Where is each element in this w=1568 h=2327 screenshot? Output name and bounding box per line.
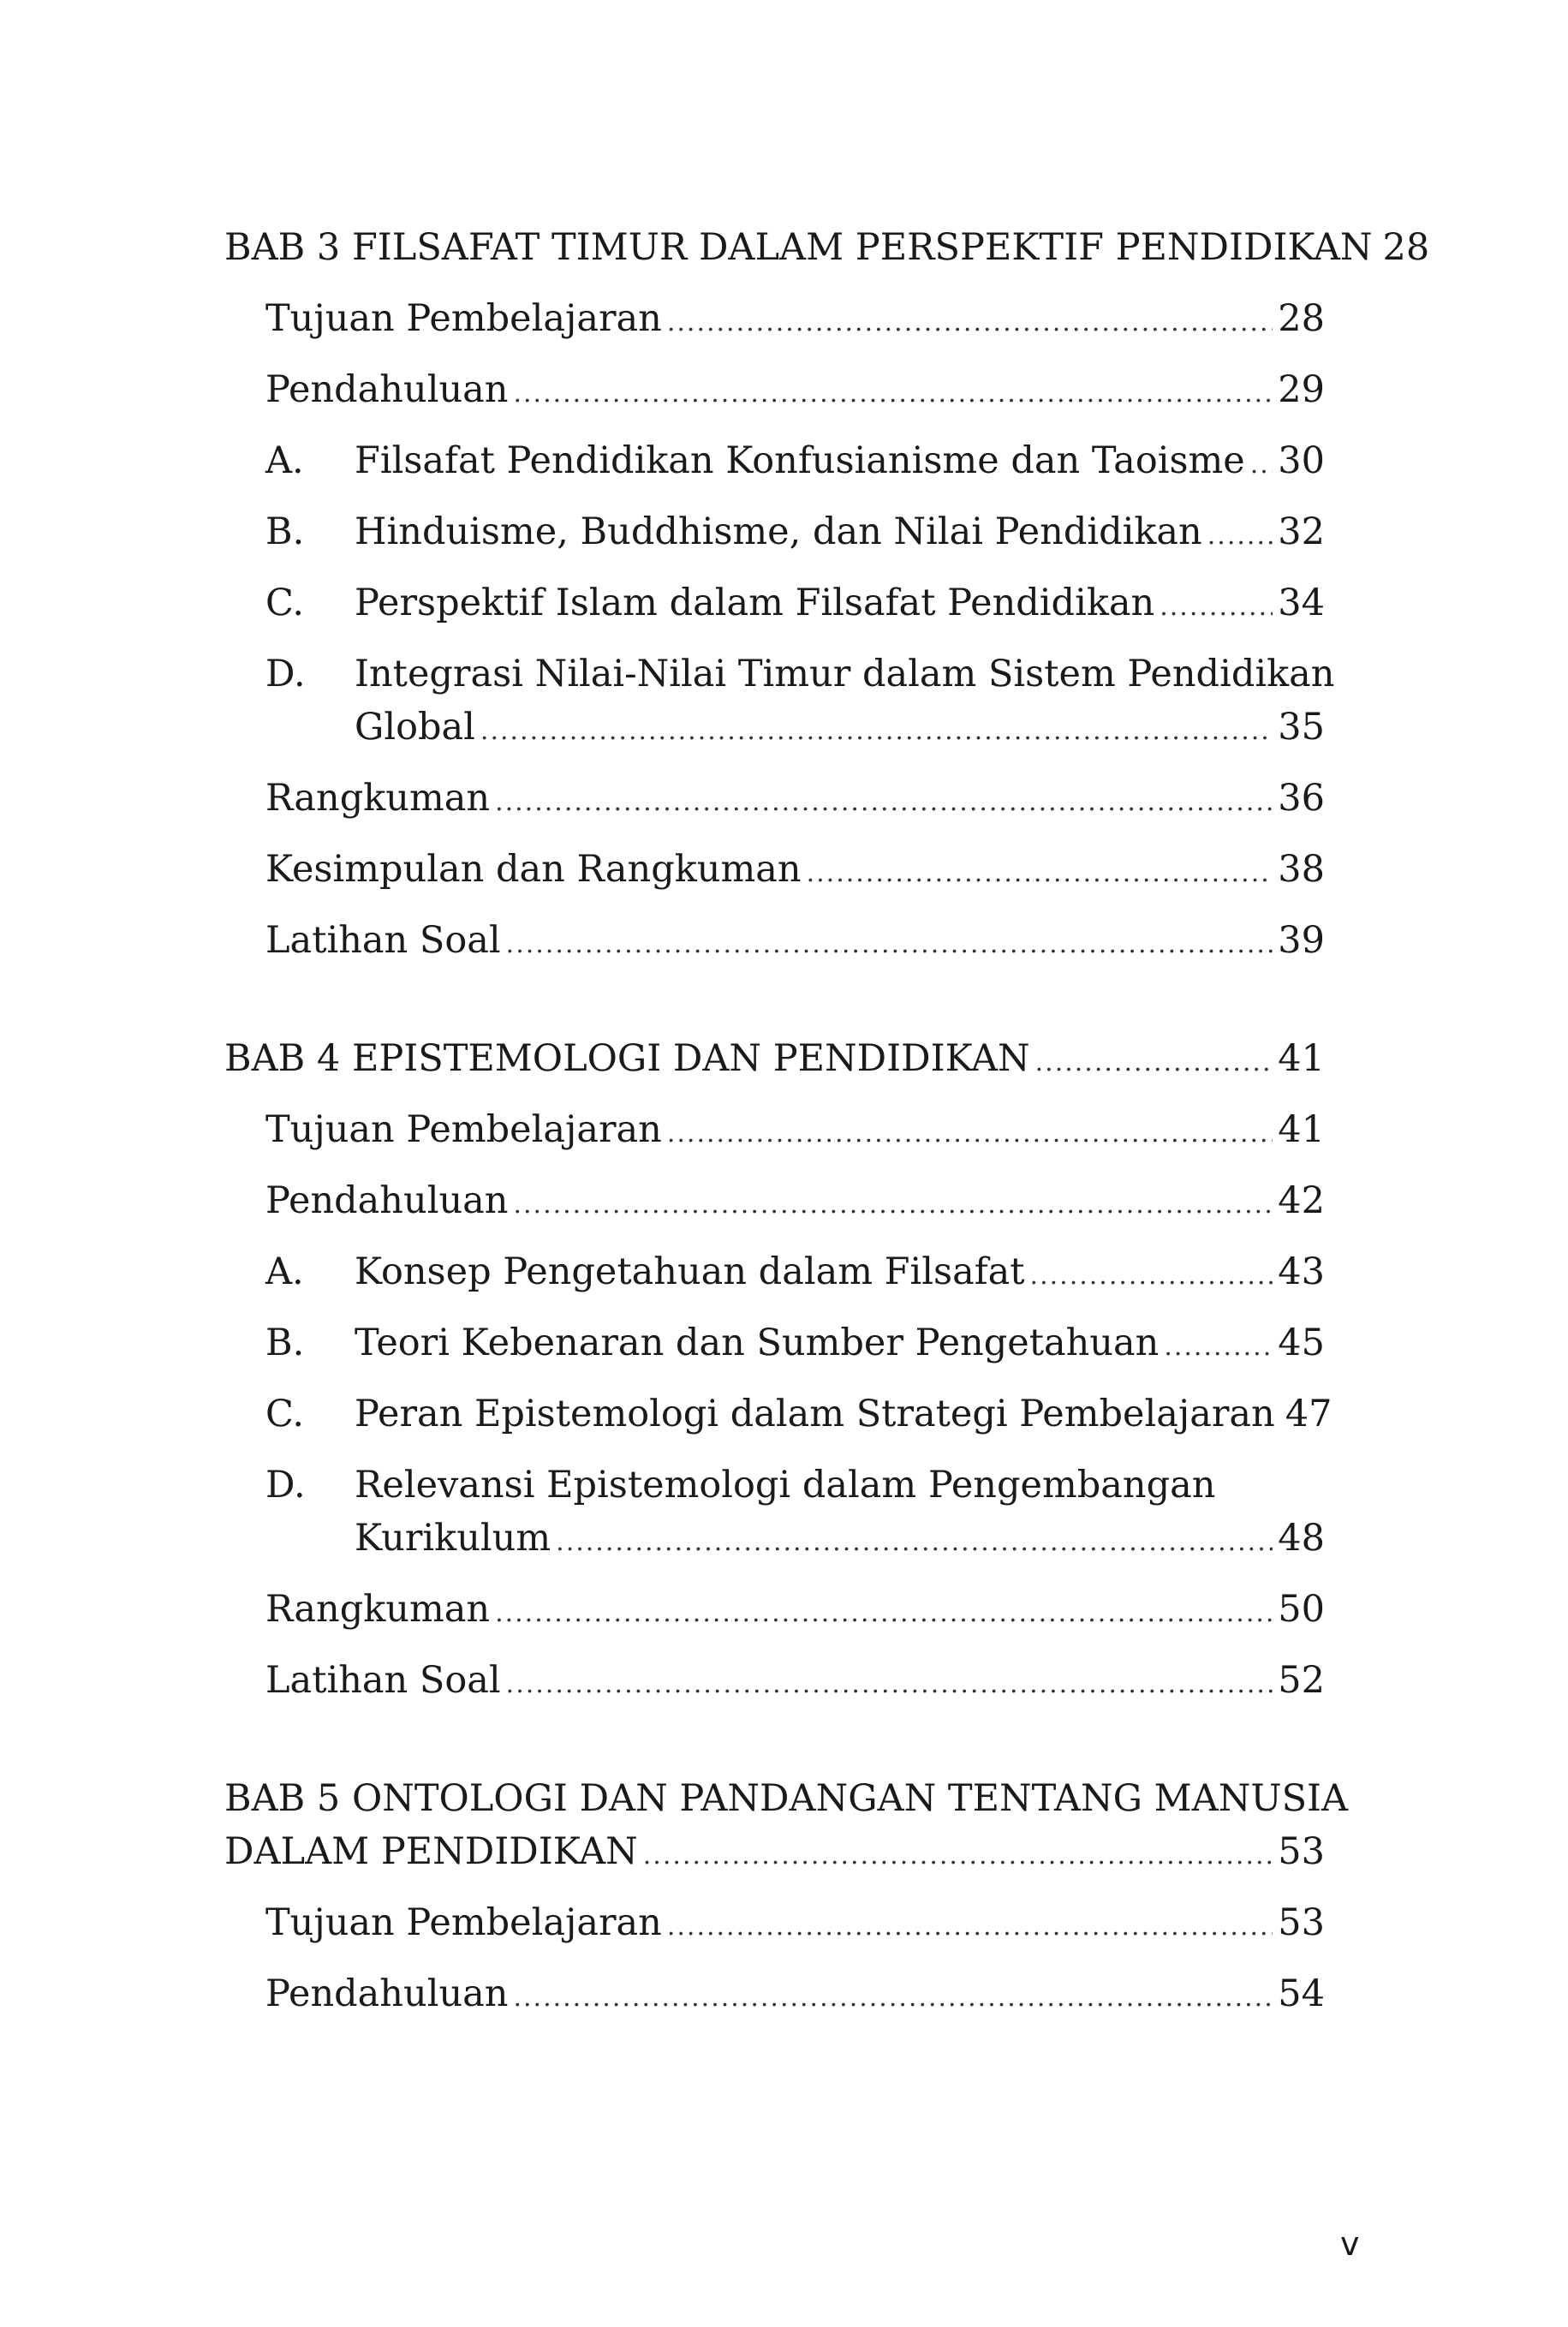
page-number: 41 [1278,1108,1325,1151]
dot-leader [667,1900,1273,1954]
entry-title: Rangkuman [265,1588,491,1631]
entry-letter: C. [265,582,305,624]
page-number: 45 [1278,1322,1325,1364]
dot-leader [480,705,1273,758]
dot-leader [667,1107,1273,1161]
dot-leader [513,367,1273,421]
chapter-5 [224,1772,1349,2020]
toc-entry-multiline[interactable] [224,1459,1325,1565]
entry-title: Latihan Soal [265,1659,501,1702]
toc-entry[interactable] [224,1654,1325,1707]
entry-letter: B. [265,510,305,553]
entry-title: Rangkuman [265,777,491,820]
entry-title-line2: Kurikulum [355,1517,551,1560]
page-number: 43 [1278,1250,1325,1293]
table-of-contents [224,221,1430,2085]
dot-leader [807,847,1273,900]
page-number: 35 [1278,706,1325,749]
entry-title: Latihan Soal [265,919,501,962]
entry-title: Tujuan Pembelajaran [265,297,662,340]
dot-leader [506,918,1273,971]
page-number: 28 [1278,297,1325,340]
dot-leader [1160,581,1273,634]
page-number: 42 [1278,1179,1325,1222]
dot-leader [495,776,1273,829]
entry-letter: C. [265,1393,305,1435]
entry-title: Pendahuluan [265,1179,509,1222]
chapter-heading[interactable] [224,221,1430,274]
entry-title: Tujuan Pembelajaran [265,1901,662,1944]
entry-title: Perspektif Islam dalam Filsafat Pendidikan [355,582,1155,624]
page-number: 50 [1278,1588,1325,1631]
entry-letter: A. [265,439,304,482]
entry-letter: B. [265,1322,305,1364]
toc-entry[interactable] [224,505,1325,558]
page-number: 30 [1278,439,1325,482]
dot-leader [495,1587,1273,1640]
chapter-4 [224,1032,1333,1707]
page-number: 36 [1278,777,1325,820]
dot-leader [667,296,1273,349]
entry-title: Pendahuluan [265,1972,509,2015]
dot-leader [513,1972,1273,2025]
page-number: 38 [1278,848,1325,891]
toc-entry-multiline[interactable] [224,647,1335,754]
entry-title-line2: Global [355,706,475,749]
toc-entry[interactable] [224,292,1325,345]
toc-entry[interactable] [224,1245,1325,1298]
chapter-3 [224,221,1430,967]
entry-title: Kesimpulan dan Rangkuman [265,848,802,891]
page-folio: v [1340,2225,1360,2263]
entry-title: Teori Kebenaran dan Sumber Pengetahuan [355,1322,1160,1364]
page-number: 39 [1278,919,1325,962]
toc-entry[interactable] [224,576,1325,629]
toc-entry[interactable] [224,843,1325,896]
toc-entry[interactable] [224,1387,1333,1441]
toc-entry[interactable] [224,1967,1325,2020]
toc-entry[interactable] [224,1103,1325,1156]
dot-leader [643,1829,1273,1882]
page-number: 53 [1278,1830,1325,1873]
entry-title: Filsafat Pendidikan Konfusianisme dan Taoisme [355,439,1245,482]
toc-entry[interactable] [224,434,1325,487]
chapter-title-line1: BAB 5 ONTOLOGI DAN PANDANGAN TENTANG MANUSIA [224,1777,1349,1820]
dot-leader [1207,510,1273,563]
dot-leader [1030,1250,1273,1303]
page-number: 52 [1278,1659,1325,1702]
toc-entry[interactable] [224,914,1325,967]
page-number: 53 [1278,1901,1325,1944]
chapter-heading[interactable] [224,1032,1325,1085]
entry-title: Pendahuluan [265,368,509,411]
entry-title: Peran Epistemologi dalam Strategi Pembelajaran [355,1393,1275,1435]
page-number: 48 [1278,1517,1325,1560]
page-number: 29 [1278,368,1325,411]
page-number: 32 [1278,510,1325,553]
entry-title: Hinduisme, Buddhisme, dan Nilai Pendidikan [355,510,1202,553]
chapter-title: BAB 3 FILSAFAT TIMUR DALAM PERSPEKTIF PENDIDIKAN [224,226,1373,269]
chapter-title: BAB 4 EPISTEMOLOGI DAN PENDIDIKAN [224,1037,1030,1080]
entry-title: Konsep Pengetahuan dalam Filsafat [355,1250,1025,1293]
toc-entry[interactable] [224,1583,1325,1636]
dot-leader [513,1178,1273,1232]
page-number: 54 [1278,1972,1325,2015]
chapter-title-line2: DALAM PENDIDIKAN [224,1830,638,1873]
toc-entry[interactable] [224,363,1325,416]
toc-entry[interactable] [224,772,1325,825]
toc-entry[interactable] [224,1896,1325,1949]
toc-entry[interactable] [224,1316,1325,1369]
entry-title: Tujuan Pembelajaran [265,1108,662,1151]
dot-leader [556,1516,1273,1569]
entry-title-line1: Relevansi Epistemologi dalam Pengembangan [355,1464,1216,1507]
chapter-heading-multiline[interactable] [224,1772,1349,1878]
page-number: 34 [1278,582,1325,624]
entry-letter: D. [265,1464,306,1507]
dot-leader [1164,1321,1273,1374]
entry-letter: A. [265,1250,304,1293]
page-number: 28 [1382,226,1430,269]
dot-leader [506,1658,1273,1711]
page-number: 47 [1285,1393,1333,1435]
toc-entry[interactable] [224,1174,1325,1227]
dot-leader [1035,1036,1273,1089]
entry-letter: D. [265,653,306,695]
page-number: 41 [1278,1037,1325,1080]
entry-title-line1: Integrasi Nilai-Nilai Timur dalam Sistem Pendidikan [355,653,1335,695]
dot-leader [1250,439,1273,492]
